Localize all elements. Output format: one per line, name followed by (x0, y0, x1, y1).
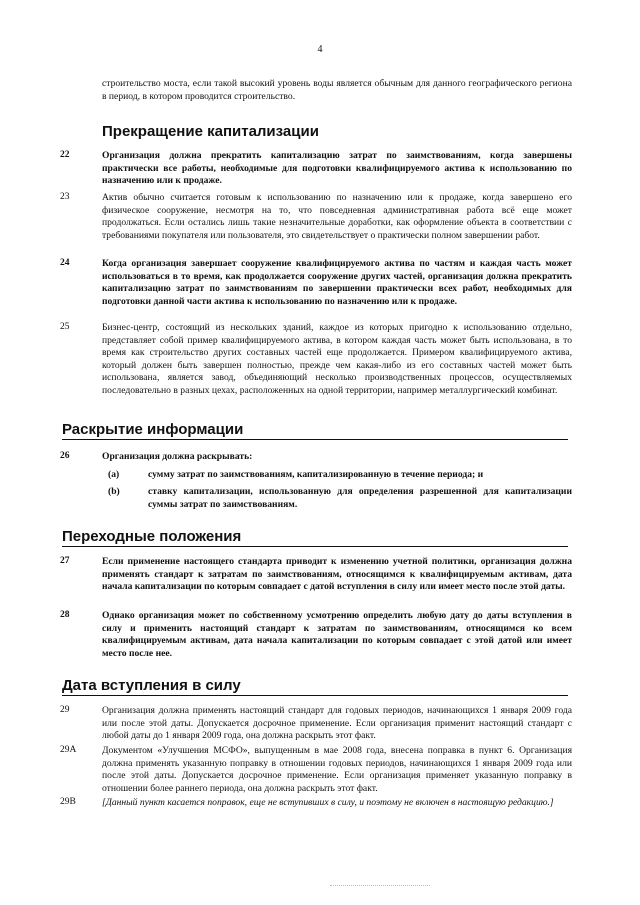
paragraph-text: Если применение настоящего стандарта приводит к изменению учетной политики, организация должна применять стандарт к затратам по заимствованиям, относящимся к квалифицируемым активам, дата начала капитализации по которым совпадает с датой вступления в силу или имеет место после этой даты. (102, 556, 572, 593)
list-label: (b) (108, 486, 120, 498)
subheading-cessation: Прекращение капитализации (102, 123, 319, 140)
paragraph-text: Однако организация может по собственному усмотрению определить любую дату до даты вступления в силу и применить настоящий стандарт к затратам по заимствованиям, относящимся ко всем квалифицируемым активам, дата начала капитализации по которым совпадает с этой датой или имеет место после нее. (102, 610, 572, 659)
section-title-disclosure (62, 421, 568, 440)
paragraph-number: 29A (60, 745, 77, 755)
paragraph-25 (60, 322, 572, 398)
paragraph-number: 29B (60, 797, 76, 807)
section-title-text: Дата вступления в силу (62, 677, 241, 694)
paragraph-lead: Организация должна раскрывать: (102, 451, 253, 462)
paragraph-number: 23 (60, 192, 70, 202)
paragraph-29 (60, 705, 572, 743)
section-title-transition (62, 528, 568, 547)
paragraph-text: Документом «Улучшения МСФО», выпущенным в мае 2008 года, внесена поправка в пункт 6. Организация должна применять указанную поправку в отношении годовых периодов, начинающихся 1 января 2009 года или после этой даты. Допускается досрочное применение. Если организация применяет указанную поправку в отношении более раннего периода, она должна раскрыть этот факт. (102, 745, 572, 794)
paragraph-number: 24 (60, 258, 70, 268)
paragraph-number: 26 (60, 451, 70, 461)
list-text: сумму затрат по заимствованиям, капитализированную в течение периода; и (148, 468, 484, 480)
paragraph-number: 28 (60, 610, 70, 620)
scan-artifact-line (330, 885, 430, 892)
section-title-text: Переходные положения (62, 528, 242, 545)
paragraph-24 (60, 258, 572, 308)
paragraph-number: 29 (60, 705, 70, 715)
section-title-effective-date (62, 677, 568, 696)
paragraph-number: 27 (60, 556, 70, 566)
section-title-text: Раскрытие информации (62, 421, 244, 438)
paragraph-29a (60, 745, 572, 795)
paragraph-text: Когда организация завершает сооружение квалифицируемого актива по частям и каждая часть может использоваться в то время, как продолжается сооружение других частей, организация должна прекратить капитализацию затрат по заимствованиям по завершении практически всех работ, необходимых для подготовки данной части актива к использованию по назначению или к продаже. (102, 258, 572, 307)
list-text: ставку капитализации, использованную для определения разрешенной для капитализации суммы затрат по заимствованиям. (148, 486, 572, 510)
paragraph-text: Организация должна применять настоящий стандарт для годовых периодов, начинающихся 1 января 2009 года или после этой даты. Допускается досрочное применение. Если организация применит настоящий стандарт с любой даты до 1 января 2009 года, она должна раскрыть этот факт. (102, 705, 572, 742)
page-number: 4 (317, 44, 323, 55)
paragraph-27 (60, 556, 572, 594)
paragraph-number: 22 (60, 150, 70, 160)
list-item-b (108, 486, 572, 511)
paragraph-text: Организация должна прекратить капитализацию затрат по заимствованиям, когда завершены практически все работы, необходимые для подготовки квалифицируемого актива к использованию по назначению или к продаже. (102, 150, 572, 187)
intro-paragraph (60, 78, 572, 103)
paragraph-22 (60, 150, 572, 188)
paragraph-26 (60, 451, 572, 511)
paragraph-number: 25 (60, 322, 70, 332)
paragraph-text: Актив обычно считается готовым к использованию по назначению или к продаже, когда завершено его физическое сооружение, несмотря на то, что повседневная административная работа всё еще может продолжаться. Если остались лишь такие незначительные доработки, как оформление объекта в соответствии с требованиями покупателя или пользователя, это свидетельствует о практически полном завершении работ. (102, 192, 572, 241)
list-label: (a) (108, 468, 120, 480)
intro-text: строительство моста, если такой высокий уровень воды является обычным для данного географического региона в период, в котором проводится строительство. (102, 78, 572, 102)
paragraph-29b (60, 797, 572, 810)
paragraph-text: [Данный пункт касается поправок, еще не вступивших в силу, и поэтому не включен в настоящую редакцию.] (102, 797, 554, 808)
paragraph-28 (60, 610, 572, 660)
list-item-a (108, 469, 572, 482)
paragraph-23 (60, 192, 572, 242)
paragraph-text: Бизнес-центр, состоящий из нескольких зданий, каждое из которых пригодно к использованию отдельно, представляет собой пример квалифицируемого актива, в котором каждая часть может быть использована, в то время как строительство других составных частей еще продолжается. Примером квалифицируемого актива, который должен быть завершен полностью, прежде чем какая-либо из его составных частей может быть использована, является завод, объединяющий несколько производственных процессов, осуществляемых последовательно в разных цехах, расположенных на одной территории, например металлургический комбинат. (102, 322, 572, 396)
